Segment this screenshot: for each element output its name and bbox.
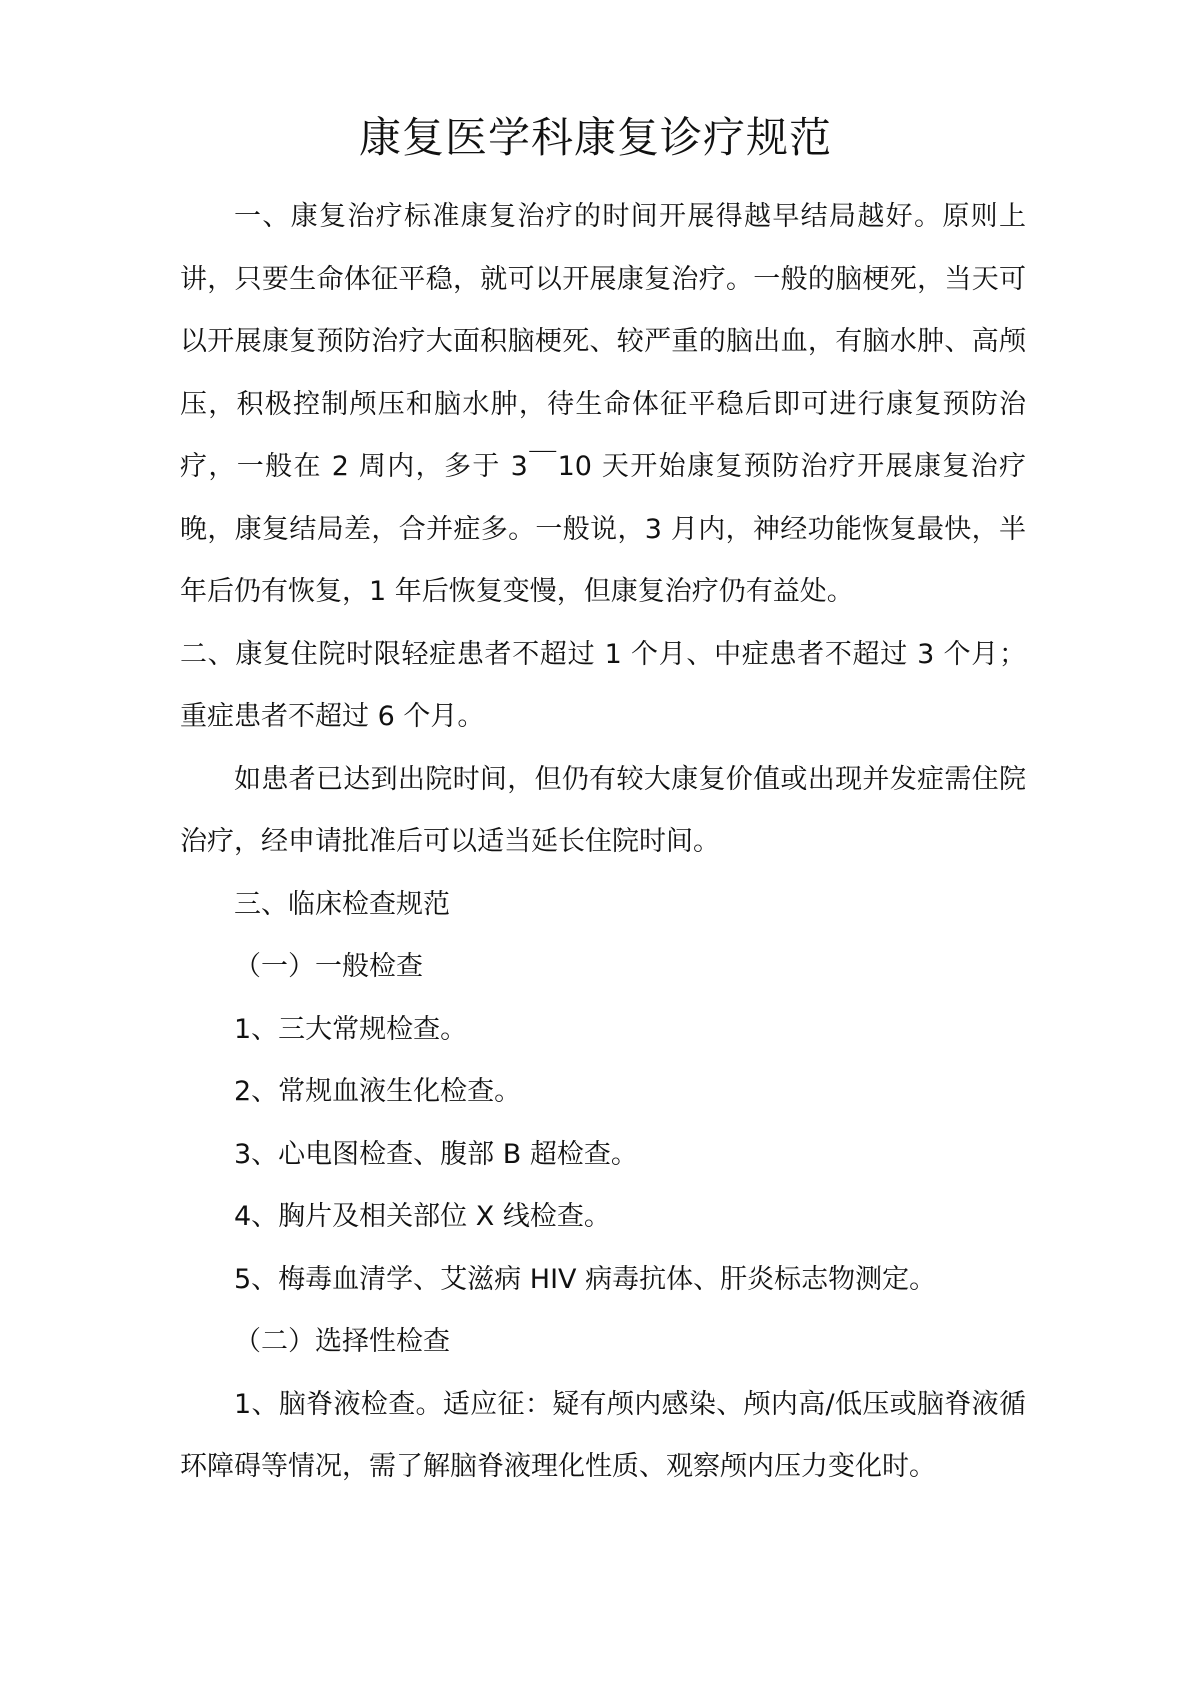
paragraph-rehab-treatment-standard: 一、康复治疗标准康复治疗的时间开展得越早结局越好。原则上讲，只要生命体征平稳，就可以开展康复治疗。一般的脑梗死，当天可以开展康复预防治疗大面积脑梗死、较严重的脑出血，有脑水肿、高颅压，积极控制颅压和脑水肿，待生命体征平稳后即可进行康复预防治疗，一般在 2 周内，多于 3￣10 天开始康复预防治疗开展康复治疗晚，康复结局差，合并症多。一般说，3 月内，神经功能恢复最快，半年后仍有恢复，1 年后恢复变慢，但康复治疗仍有益处。 — [180, 201, 1026, 607]
list-item: 5、梅毒血清学、艾滋病 HIV 病毒抗体、肝炎标志物测定。 — [234, 1263, 937, 1295]
list-item: 1、三大常规检查。 — [234, 1013, 468, 1045]
list-item: 4、胸片及相关部位 X 线检查。 — [234, 1201, 611, 1232]
subsection-heading-general-exam: （一）一般检查 — [234, 951, 423, 982]
paragraph-hospital-stay-limit: 二、康复住院时限轻症患者不超过 1 个月、中症患者不超过 3 个月；重症患者不超过 6 个月。 — [180, 638, 1026, 732]
document-body — [180, 186, 1026, 1499]
list-item: 3、心电图检查、腹部 B 超检查。 — [234, 1138, 638, 1170]
section-heading-clinical-exam: 三、临床检查规范 — [234, 888, 450, 920]
list-item: 2、常规血液生化检查。 — [234, 1076, 522, 1107]
document-title: 康复医学科康复诊疗规范 — [358, 113, 832, 162]
list-item: 1、脑脊液检查。适应征：疑有颅内感染、颅内高/低压或脑脊液循环障碍等情况，需了解脑脊液理化性质、观察颅内压力变化时。 — [180, 1388, 1026, 1482]
paragraph-extension-note: 如患者已达到出院时间，但仍有较大康复价值或出现并发症需住院治疗，经申请批准后可以适当延长住院时间。 — [180, 763, 1026, 857]
subsection-heading-selective-exam: （二）选择性检查 — [234, 1326, 450, 1357]
